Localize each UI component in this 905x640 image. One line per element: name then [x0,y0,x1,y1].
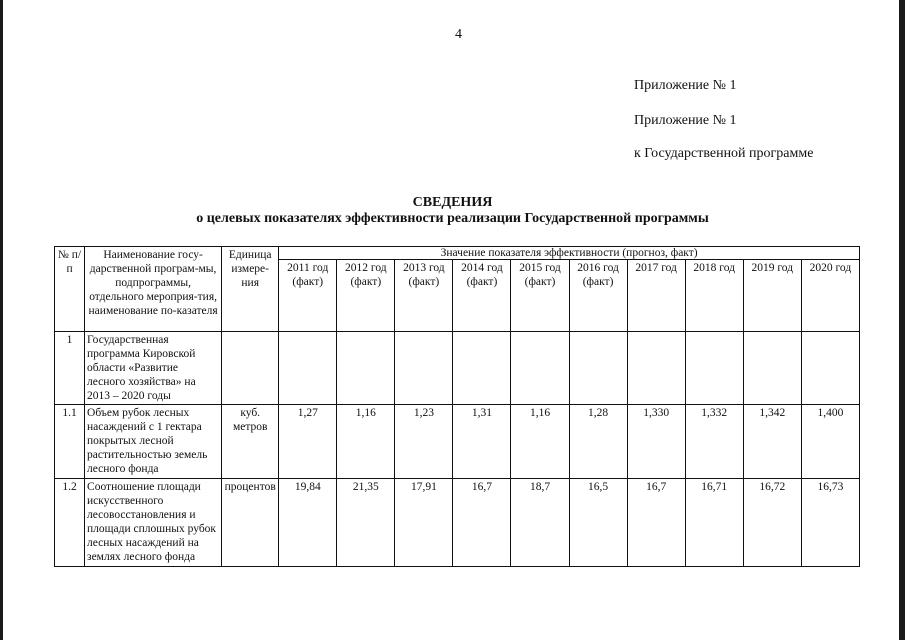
row-name: Объем рубок лесных насаждений с 1 гектара покрытых лесной растительностью земель лесного фонда [85,405,222,479]
header-value-span: Значение показателя эффективности (прогноз, факт) [279,247,860,260]
row-value: 16,73 [801,479,859,567]
header-year [801,260,859,332]
header-year-label: 2016 год [577,262,619,274]
row-number: 1.2 [55,479,85,567]
header-num: № п/п [55,247,85,332]
row-value: 1,31 [453,405,511,479]
row-value [801,332,859,405]
header-year-note: (факт) [408,276,440,288]
row-value [279,332,337,405]
row-value: 1,332 [685,405,743,479]
scan-edge-left [0,0,3,640]
row-value: 17,91 [395,479,453,567]
header-year-note: (факт) [524,276,556,288]
row-value [337,332,395,405]
header-name: Наименование госу-дарственной програм-мы, подпрограммы, отдельного мероприя-тия, наименование по-казателя [85,247,222,332]
header-year-label: 2018 год [693,262,735,274]
row-value [453,332,511,405]
row-value: 16,7 [453,479,511,567]
row-value: 1,28 [569,405,627,479]
row-name: Соотношение площади искусственного лесовосстановления и площади сплошных рубок лесных насаждений на землях лесного фонда [85,479,222,567]
document-subtitle: о целевых показателях эффективности реализации Государственной программы [196,211,709,226]
header-year [337,260,395,332]
row-value: 16,7 [627,479,685,567]
header-year-label: 2015 год [519,262,561,274]
header-year-note: (факт) [582,276,614,288]
scan-edge-right [899,0,905,640]
table-row [55,332,860,405]
row-value: 21,35 [337,479,395,567]
table-row [55,479,860,567]
header-row-top [55,247,860,260]
row-value: 1,16 [511,405,569,479]
row-value: 18,7 [511,479,569,567]
header-year-note: (факт) [466,276,498,288]
row-number: 1 [55,332,85,405]
appendix-line-3: к Государственной программе [634,146,814,161]
row-value: 19,84 [279,479,337,567]
row-value: 16,5 [569,479,627,567]
row-value: 1,330 [627,405,685,479]
header-year-label: 2019 год [751,262,794,274]
row-value [685,332,743,405]
row-value: 1,342 [743,405,801,479]
row-number: 1.1 [55,405,85,479]
row-unit [222,332,279,405]
appendix-line-1: Приложение № 1 [634,78,737,93]
document-title: СВЕДЕНИЯ [412,195,493,210]
row-value: 16,71 [685,479,743,567]
row-value: 1,23 [395,405,453,479]
page-number: 4 [455,27,462,42]
row-value [395,332,453,405]
row-value: 1,16 [337,405,395,479]
row-value: 1,400 [801,405,859,479]
header-year [511,260,569,332]
row-unit: куб. метров [222,405,279,479]
table-row [55,405,860,479]
row-value: 1,27 [279,405,337,479]
row-value [627,332,685,405]
header-year-label: 2017 год [635,262,677,274]
header-year [395,260,453,332]
appendix-line-2: Приложение № 1 [634,113,737,128]
row-unit: процентов [222,479,279,567]
header-year-label: 2011 год [287,262,329,274]
header-year-label: 2014 год [461,262,503,274]
row-value [569,332,627,405]
row-value [743,332,801,405]
indicators-table [54,246,860,567]
header-year [743,260,801,332]
header-unit: Единица измере-ния [222,247,279,332]
header-year [627,260,685,332]
header-year [453,260,511,332]
row-value: 16,72 [743,479,801,567]
header-year-label: 2012 год [345,262,387,274]
row-value [511,332,569,405]
header-year [279,260,337,332]
header-year-note: (факт) [350,276,382,288]
header-year [685,260,743,332]
header-year-note: (факт) [292,276,324,288]
header-year-label: 2020 год [809,262,852,274]
header-year [569,260,627,332]
header-year-label: 2013 год [403,262,445,274]
row-name: Государственная программа Кировской области «Развитие лесного хозяйства» на 2013 – 2020 годы [85,332,222,405]
